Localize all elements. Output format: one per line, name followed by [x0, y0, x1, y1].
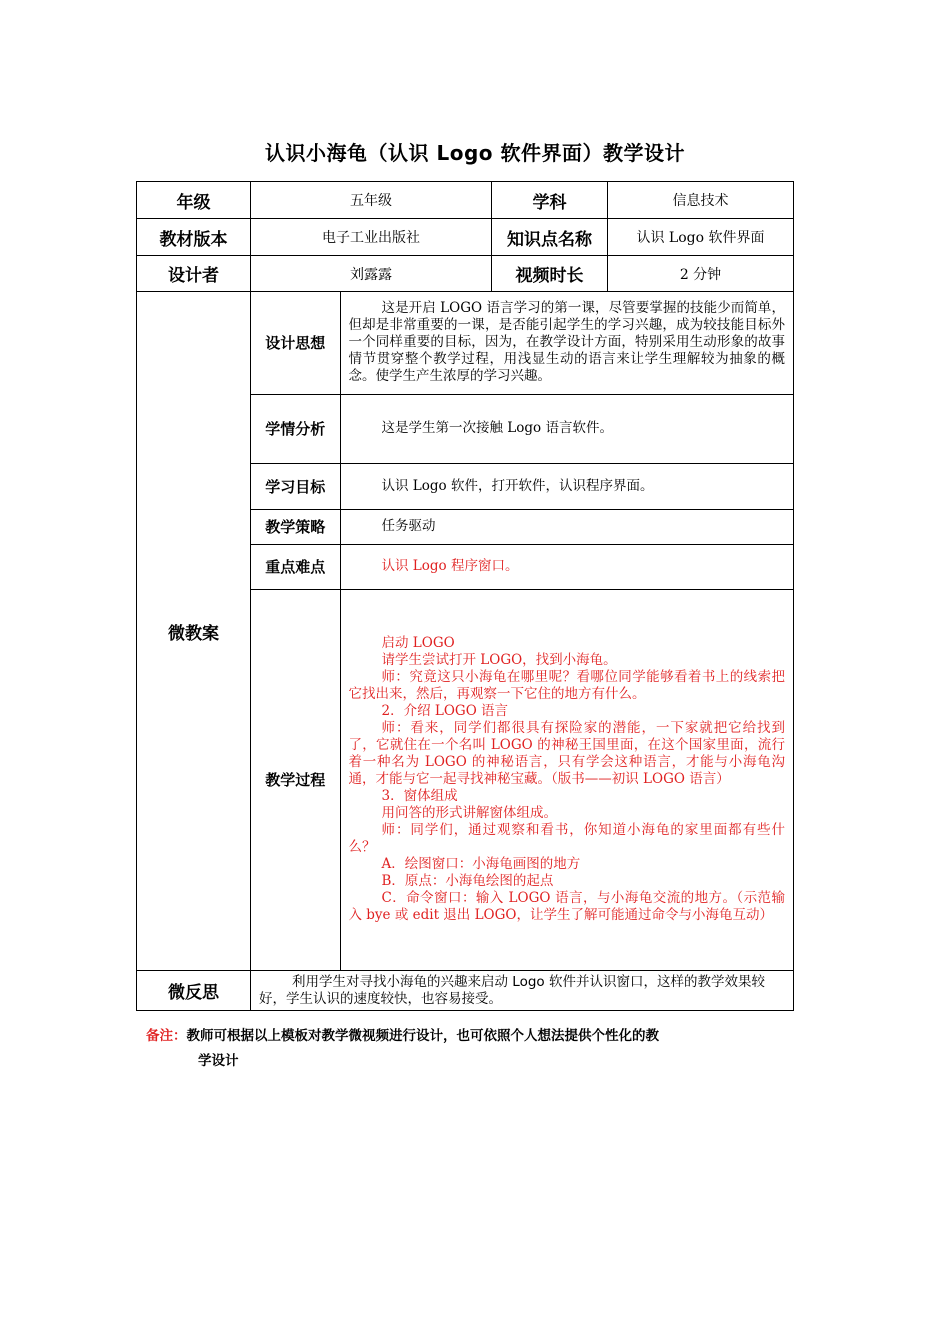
textbook-label: 教材版本 [137, 219, 251, 256]
micro-plan-table [251, 292, 793, 970]
strategy-label: 教学策略 [251, 509, 340, 544]
designer-label: 设计者 [137, 256, 251, 292]
footnote-label: 备注： [146, 1028, 187, 1044]
grade-label: 年级 [137, 182, 251, 219]
duration-value: 2 分钟 [608, 256, 794, 292]
process-paragraph: 3．窗体组成 [381, 788, 458, 805]
footnote-text-2: 学设计 [198, 1053, 239, 1069]
process-text [340, 589, 793, 970]
analysis-text: 这是学生第一次接触 Logo 语言软件。 [340, 394, 793, 463]
footnote-line-1 [146, 1024, 816, 1049]
reflection-label: 微反思 [137, 971, 251, 1011]
process-paragraph: A．绘图窗口：小海龟画图的地方 [381, 856, 581, 873]
lesson-design-table [136, 181, 794, 1011]
process-paragraph: 师：究竟这只小海龟在哪里呢？看哪位同学能够看着书上的线索把它找出来，然后，再观察一下它住的地方有什么。 [348, 669, 785, 703]
process-paragraph: 师：看来，同学们都很具有探险家的潜能，一下家就把它给找到了，它就住在一个名叫 LOGO 的神秘王国里面，在这个国家里面，流行着一种名为 LOGO 的神秘语言，只有学会这种语言，才能与小海龟沟通，才能与它一起寻找神秘宝藏。（版书——初识 LOGO 语言） [348, 720, 785, 788]
knowledge-label: 知识点名称 [492, 219, 608, 256]
goal-text: 认识 Logo 软件，打开软件，认识程序界面。 [340, 463, 793, 509]
design-idea-text: 这是开启 LOGO 语言学习的第一课，尽管要掌握的技能少而简单，但却是非常重要的一课，是否能引起学生的学习兴趣，成为较技能目标外一个同样重要的目标，因为，在教学设计方面，特别采用生动形象的故事情节贯穿整个教学过程，用浅显生动的语言来让学生理解较为抽象的概念。使学生产生浓厚的学习兴趣。 [340, 292, 793, 394]
goal-label: 学习目标 [251, 463, 340, 509]
designer-value: 刘露露 [251, 256, 492, 292]
process-paragraph: C．命令窗口：输入 LOGO 语言，与小海龟交流的地方。（示范输入 bye 或 edit 退出 LOGO，让学生了解可能通过命令与小海龟互动） [348, 890, 785, 924]
design-idea-label: 设计思想 [251, 292, 340, 394]
grade-value: 五年级 [251, 182, 492, 219]
micro-plan-label: 微教案 [137, 292, 251, 971]
knowledge-value: 认识 Logo 软件界面 [608, 219, 794, 256]
strategy-text: 任务驱动 [340, 509, 793, 544]
process-label: 教学过程 [251, 589, 340, 970]
page-title: 认识小海龟（认识 Logo 软件界面）教学设计 [265, 141, 685, 165]
footnote [146, 1024, 816, 1074]
process-paragraph: 请学生尝试打开 LOGO，找到小海龟。 [381, 652, 617, 669]
footnote-text-1: 教师可根据以上模板对教学微视频进行设计，也可依照个人想法提供个性化的教 [186, 1028, 659, 1044]
subject-value: 信息技术 [608, 182, 794, 219]
keypoint-label: 重点难点 [251, 544, 340, 589]
duration-label: 视频时长 [492, 256, 608, 292]
analysis-label: 学情分析 [251, 394, 340, 463]
process-paragraph: 师：同学们，通过观察和看书，你知道小海龟的家里面都有些什么？ [348, 822, 785, 856]
process-paragraph: B．原点：小海龟绘图的起点 [381, 873, 554, 890]
textbook-value: 电子工业出版社 [251, 219, 492, 256]
process-paragraph: 启动 LOGO [381, 635, 455, 652]
keypoint-text: 认识 Logo 程序窗口。 [340, 544, 793, 589]
subject-label: 学科 [492, 182, 608, 219]
process-paragraph: 2．介绍 LOGO 语言 [381, 703, 509, 720]
reflection-text: 利用学生对寻找小海龟的兴趣来启动 Logo 软件并认识窗口，这样的教学效果较好，学生认识的速度较快，也容易接受。 [251, 971, 794, 1011]
process-paragraph: 用问答的形式讲解窗体组成。 [381, 805, 557, 822]
micro-plan-content [251, 292, 794, 971]
